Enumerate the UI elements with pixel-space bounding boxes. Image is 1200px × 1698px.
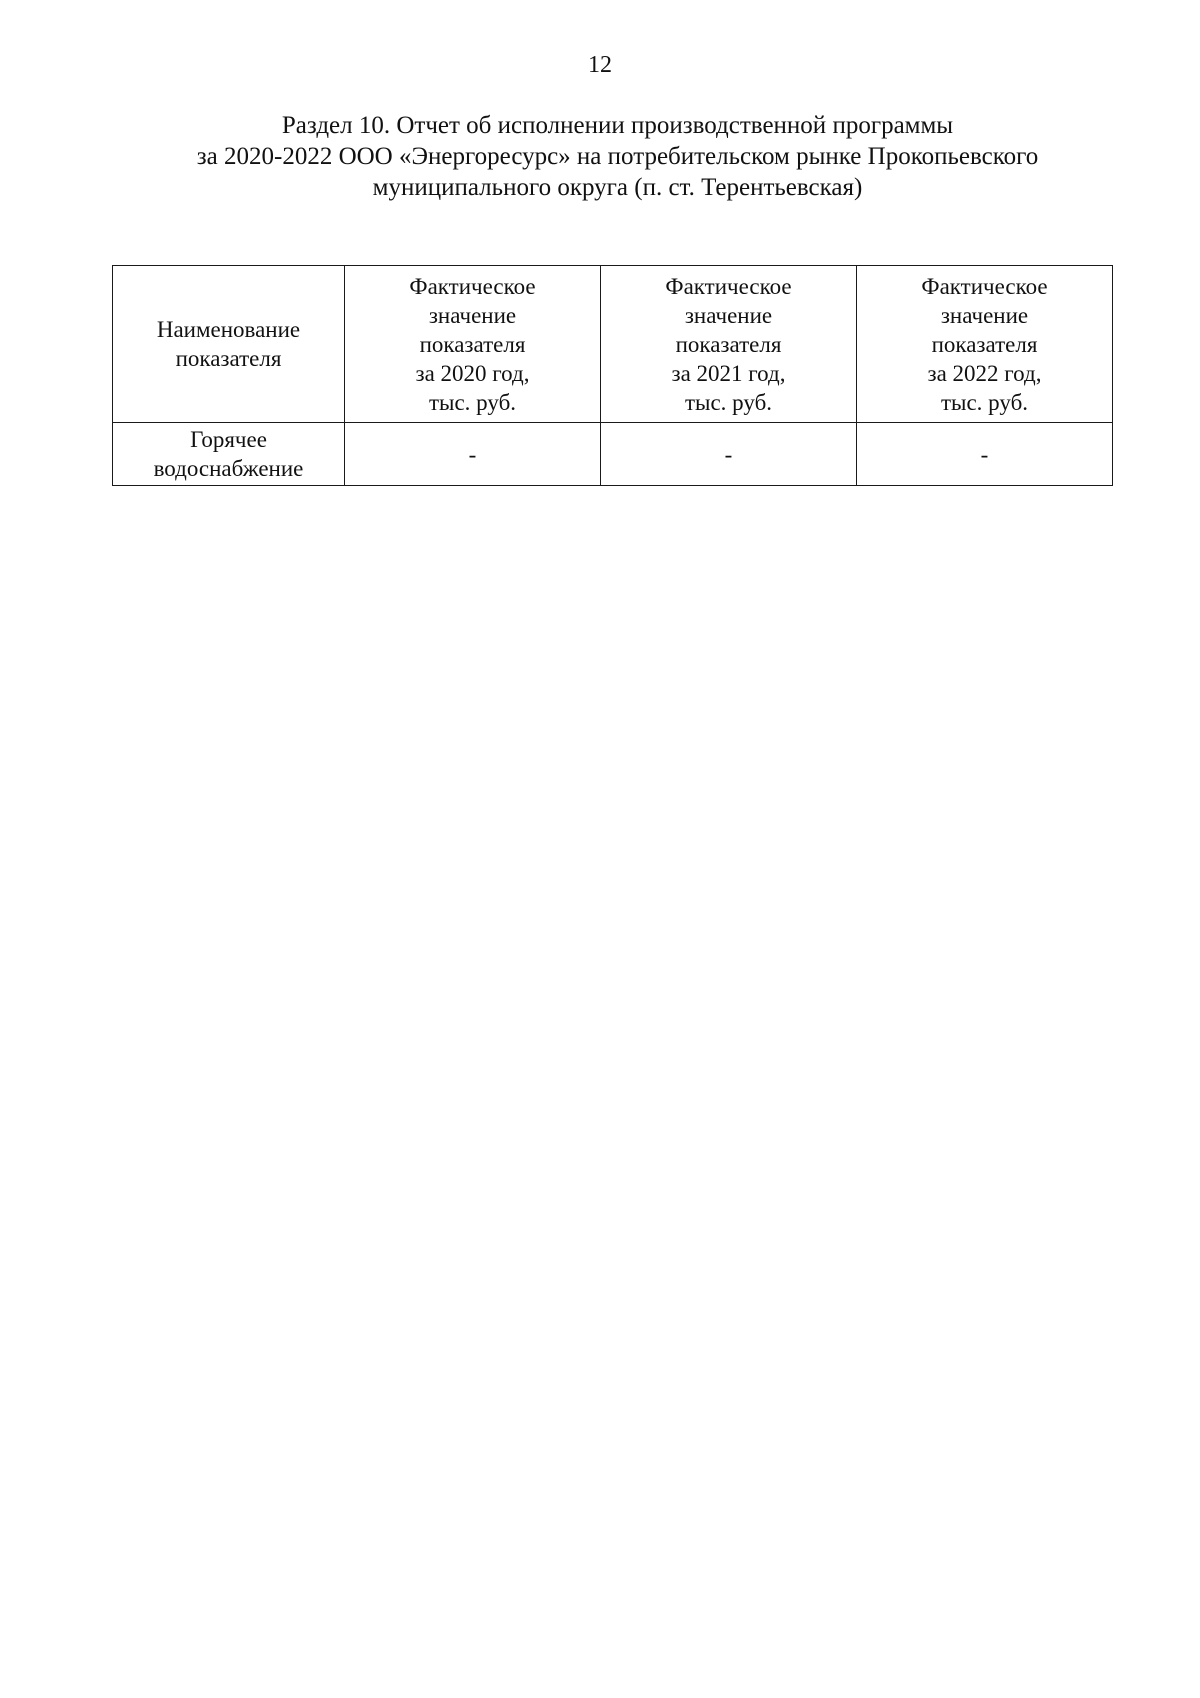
header-text-line: показателя (931, 331, 1038, 357)
table-row (113, 423, 1113, 486)
header-indicator-name (113, 266, 345, 423)
header-text-line: значение (684, 302, 773, 328)
table-header-row (113, 266, 1113, 423)
cell-value-2022: - (857, 423, 1113, 486)
header-text-line: Фактическое (665, 273, 792, 299)
header-value-2021 (601, 266, 857, 423)
header-text-line: тыс. руб. (684, 389, 773, 415)
header-text-line: значение (940, 302, 1029, 328)
header-text-line: за 2022 год, (927, 360, 1042, 386)
cell-value-2020: - (345, 423, 601, 486)
header-value-2020 (345, 266, 601, 423)
title-line-3: муниципального округа (п. ст. Терентьевская) (372, 174, 863, 201)
header-text-line: за 2020 год, (415, 360, 530, 386)
header-text-line: показателя (175, 346, 282, 371)
row-indicator-name (113, 423, 345, 486)
section-title (120, 110, 1115, 203)
header-text-line: Фактическое (921, 273, 1048, 299)
cell-value-2021: - (601, 423, 857, 486)
header-text-line: тыс. руб. (428, 389, 517, 415)
header-text-line: Наименование (156, 317, 301, 342)
title-line-1: Раздел 10. Отчет об исполнении производственной программы (281, 112, 954, 139)
header-value-2022 (857, 266, 1113, 423)
header-text-line: Фактическое (409, 273, 536, 299)
title-line-2: за 2020-2022 ООО «Энергоресурс» на потребительском рынке Прокопьевского (196, 143, 1039, 170)
report-table (112, 265, 1113, 486)
page-number: 12 (588, 52, 612, 78)
row-name-line: Горячее (190, 427, 267, 452)
header-text-line: за 2021 год, (671, 360, 786, 386)
header-text-line: показателя (675, 331, 782, 357)
header-text-line: показателя (419, 331, 526, 357)
row-name-line: водоснабжение (153, 456, 304, 481)
header-text-line: тыс. руб. (940, 389, 1029, 415)
header-text-line: значение (428, 302, 517, 328)
